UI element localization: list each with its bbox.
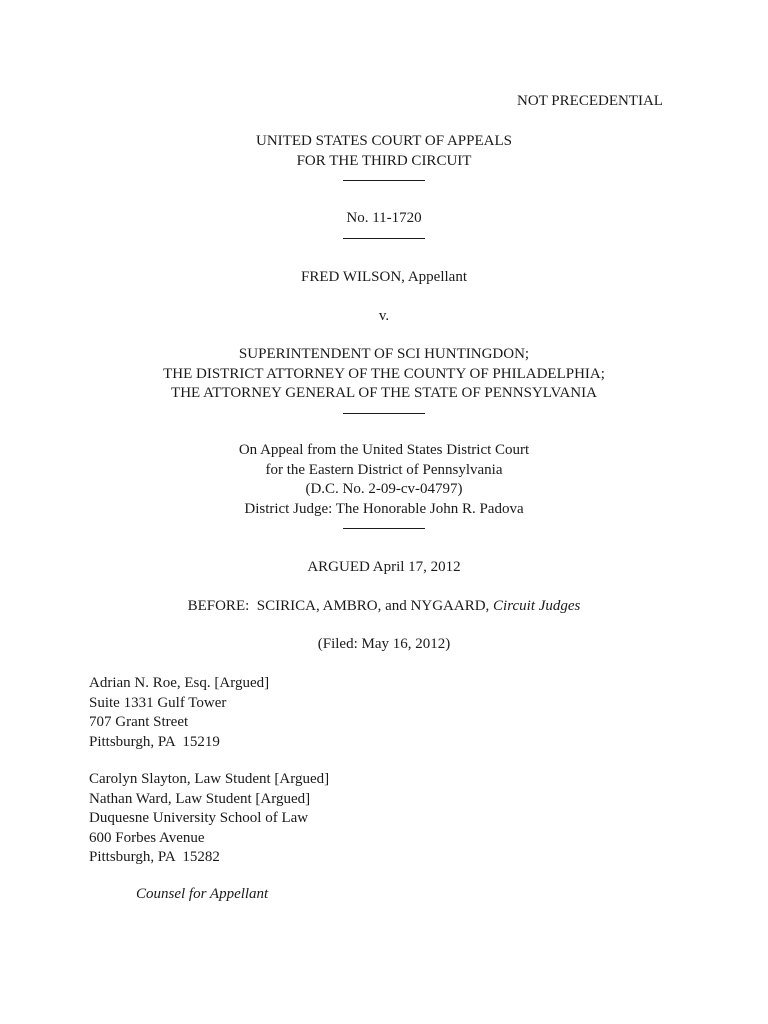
counsel-line: Adrian N. Roe, Esq. [Argued] [89, 675, 270, 691]
court-name-line2: FOR THE THIRD CIRCUIT [296, 152, 472, 169]
counsel-line: Carolyn Slayton, Law Student [Argued] [89, 771, 330, 787]
case-number-block [0, 209, 768, 248]
divider [0, 404, 768, 424]
appeal-line4: District Judge: The Honorable John R. Padova [244, 500, 524, 517]
counsel-line: Pittsburgh, PA 15282 [89, 849, 220, 865]
court-name-line1: UNITED STATES COURT OF APPEALS [256, 133, 512, 149]
appellant-name: FRED WILSON, Appellant [301, 269, 467, 285]
divider [0, 519, 768, 539]
panel-judges-names: BEFORE: SCIRICA, AMBRO, and NYGAARD, [187, 598, 494, 614]
counsel-line: Suite 1331 Gulf Tower [89, 694, 227, 711]
argued-date: ARGUED April 17, 2012 [307, 559, 461, 575]
counsel-line: Pittsburgh, PA 15219 [89, 733, 220, 750]
counsel-line: 600 Forbes Avenue [89, 829, 205, 846]
versus: v. [378, 308, 390, 324]
counsel-block-1 [89, 674, 269, 752]
counsel-line: Duquesne University School of Law [89, 810, 309, 826]
appeal-info-block [0, 441, 768, 539]
case-number: No. 11-1720 [346, 210, 422, 226]
counsel-line: Nathan Ward, Law Student [Argued] [89, 790, 311, 807]
court-heading [0, 132, 768, 191]
filed-date: (Filed: May 16, 2012) [317, 636, 451, 652]
panel-judges-title: Circuit Judges [493, 598, 581, 614]
appeal-line3: (D.C. No. 2-09-cv-04797) [305, 481, 463, 497]
appeal-line1: On Appeal from the United States District Court [238, 442, 530, 458]
precedential-note: NOT PRECEDENTIAL [517, 93, 663, 109]
appeal-line2: for the Eastern District of Pennsylvania [265, 461, 503, 478]
counsel-for-appellant-label: Counsel for Appellant [136, 886, 269, 902]
appellee-line: SUPERINTENDENT OF SCI HUNTINGDON; [238, 346, 530, 362]
divider [0, 171, 768, 191]
before-block [0, 597, 768, 617]
appellant-block [0, 268, 768, 288]
counsel-line: 707 Grant Street [89, 714, 189, 730]
versus-block [0, 307, 768, 327]
panel-judges [0, 597, 768, 617]
counsel-block-2 [89, 770, 329, 868]
divider [0, 229, 768, 249]
appellee-line: THE ATTORNEY GENERAL OF THE STATE OF PENNSYLVANIA [171, 385, 597, 401]
argued-block [0, 558, 768, 578]
appellees-block [0, 345, 768, 423]
appellee-line: THE DISTRICT ATTORNEY OF THE COUNTY OF PHILADELPHIA; [163, 365, 605, 382]
filed-block [0, 635, 768, 655]
